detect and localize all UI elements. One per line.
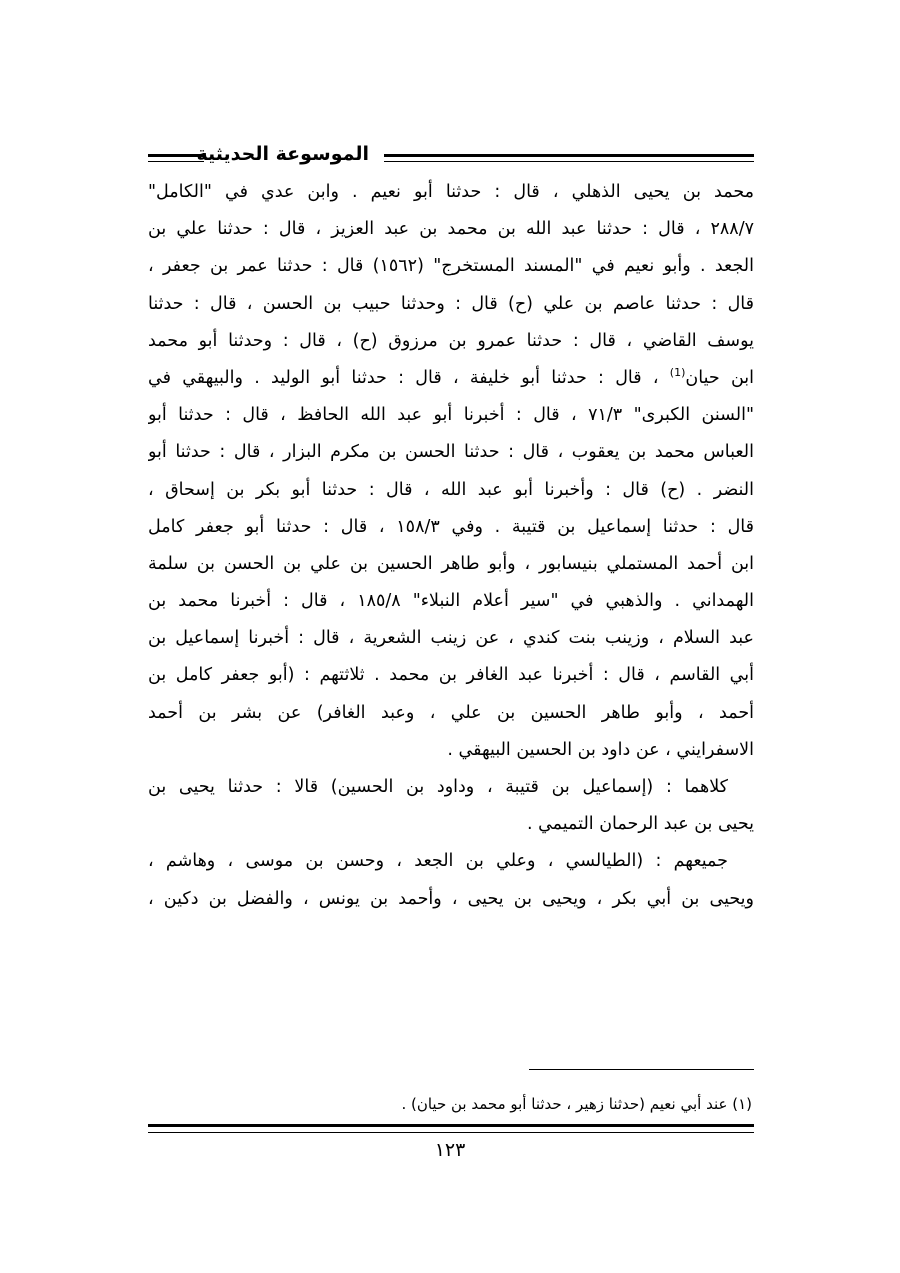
text-line: محمد بن يحيى الذهلي ، قال : حدثنا أبو نعيم . وابن عدي في "الكامل" — [148, 182, 754, 202]
text-line: النضر . (ح) قال : وأخبرنا أبو عبد الله ، قال : حدثنا أبو بكر بن إسحاق ، — [148, 479, 754, 500]
text-line: "السنن الكبرى" ٧١/٣ ، قال : أخبرنا أبو عبد الله الحافظ ، قال : حدثنا أبو — [148, 405, 754, 426]
text-line: الاسفرايني ، عن داود بن الحسين البيهقي . — [447, 739, 754, 760]
header-rule-right — [384, 154, 754, 162]
text-line: أحمد ، وأبو طاهر الحسين بن علي ، وعبد الغافر) عن بشر بن أحمد — [148, 702, 754, 723]
page-title: الموسوعة الحديثية — [196, 143, 369, 165]
main-text — [148, 174, 754, 918]
text-line: يوسف القاضي ، قال : حدثنا عمرو بن مرزوق (ح) ، قال : وحدثنا أبو محمد — [148, 330, 754, 351]
text-line: أبي القاسم ، قال : أخبرنا عبد الغافر بن محمد . ثلاثتهم : (أبو جعفر كامل بن — [148, 665, 754, 686]
footnote-marker: (1) — [669, 366, 686, 380]
footnote-separator — [529, 1069, 754, 1070]
text-line: ٢٨٨/٧ ، قال : حدثنا عبد الله بن محمد بن عبد العزيز ، قال : حدثنا علي بن — [148, 219, 754, 240]
text-line: الجعد . وأبو نعيم في "المسند المستخرج" (١٥٦٢) قال : حدثنا عمر بن جعفر ، — [148, 256, 754, 277]
text-line: جميعهم : (الطيالسي ، وعلي بن الجعد ، وحسن بن موسى ، وهاشم ، — [148, 851, 728, 872]
text-line: قال : حدثنا عاصم بن علي (ح) قال : وحدثنا حبيب بن الحسن ، قال : حدثنا — [148, 293, 754, 314]
footer-rule — [148, 1124, 754, 1133]
text-line: الهمداني . والذهبي في "سير أعلام النبلاء" ١٨٥/٨ ، قال : أخبرنا محمد بن — [148, 591, 754, 612]
text-line: ويحيى بن أبي بكر ، ويحيى بن يحيى ، وأحمد بن يونس ، والفضل بن دكين ، — [148, 888, 754, 909]
text-line: عبد السلام ، وزينب بنت كندي ، عن زينب الشعرية ، قال : أخبرنا إسماعيل بن — [148, 628, 754, 649]
text-fragment: ، قال : حدثنا أبو خليفة ، قال : حدثنا أبو الوليد . والبيهقي في — [148, 367, 670, 388]
page-header — [148, 137, 754, 173]
text-line: ابن أحمد المستملي بنيسابور ، وأبو طاهر الحسين بن علي بن الحسن بن سلمة — [148, 553, 754, 574]
text-line: العباس محمد بن يعقوب ، قال : حدثنا الحسن بن مكرم البزار ، قال : حدثنا أبو — [148, 442, 754, 463]
footnote: (١) عند أبي نعيم (حدثنا زهير ، حدثنا أبو محمد بن حيان) . — [401, 1095, 752, 1113]
text-line: قال : حدثنا إسماعيل بن قتيبة . وفي ١٥٨/٣ ، قال : حدثنا أبو جعفر كامل — [148, 516, 754, 537]
text-line: يحيى بن عبد الرحمان التميمي . — [526, 814, 754, 835]
text-line — [148, 360, 754, 397]
header-rule-left — [148, 154, 204, 162]
text-fragment: ابن حيان — [685, 367, 754, 388]
page-number: ١٢٣ — [434, 1139, 466, 1161]
text-line: كلاهما : (إسماعيل بن قتيبة ، وداود بن الحسين) قالا : حدثنا يحيى بن — [148, 777, 728, 797]
